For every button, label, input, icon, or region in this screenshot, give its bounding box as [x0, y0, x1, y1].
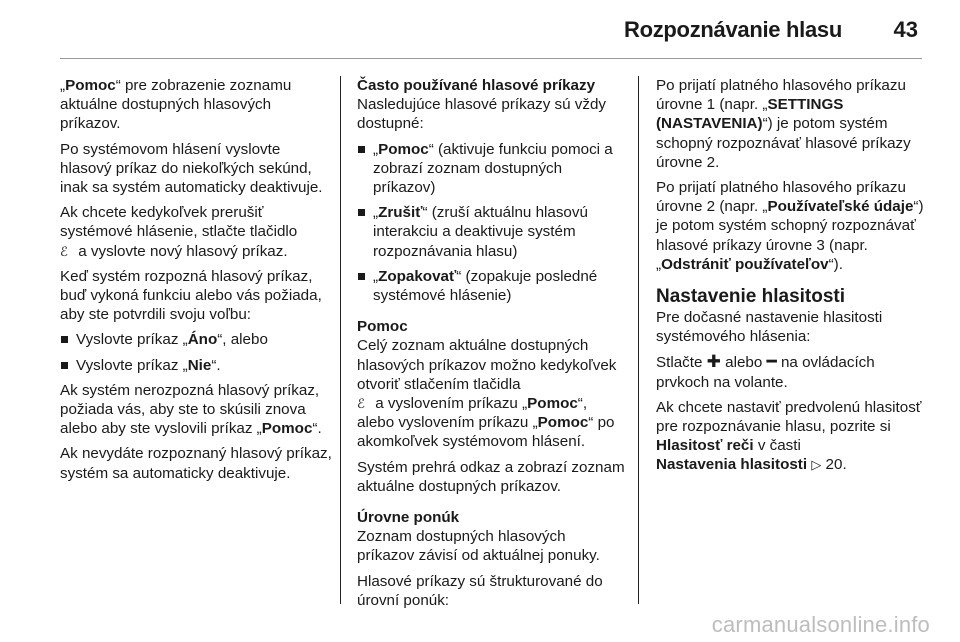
column-3: [656, 76, 928, 481]
minus-icon: ━: [766, 352, 777, 372]
list-item: Vyslovte príkaz „Áno“, alebo: [60, 330, 332, 349]
paragraph-not-recognized: Ak systém nerozpozná hlasový príkaz, požiada vás, aby ste to skúsili znova alebo aby ste vyslovili príkaz „Pomoc“.: [60, 381, 322, 438]
section-heading-pomoc: Pomoc: [357, 318, 408, 336]
bullet-icon: [358, 146, 365, 153]
column-divider-2: [638, 76, 639, 604]
bullet-icon: [358, 273, 365, 280]
command-pomoc: Pomoc: [65, 77, 116, 94]
column-2: [357, 76, 627, 616]
paragraph-interrupt: Ak chcete kedykoľvek prerušiť systémové hlásenie, stlačte tlačidlo ℰ a vyslovte nový hlasový príkaz.: [60, 204, 298, 260]
column-divider-1: [340, 76, 341, 604]
paragraph-timeout: Po systémovom hlásení vyslovte hlasový príkaz do niekoľkých sekúnd, inak sa systém automaticky deaktivuje.: [60, 140, 323, 197]
paragraph-level-1: Po prijatí platného hlasového príkazu úrovne 1 (napr. „SETTINGS (NASTAVENIA)“) je potom systém schopný rozpoznávať hlasové príkazy úrovne 2.: [656, 77, 911, 171]
confirm-list: [60, 330, 332, 374]
column-1: [60, 76, 332, 489]
list-item: „Zrušiť“ (zruší aktuálnu hlasovú interakciu a deaktivuje systém rozpoznávania hlasu): [357, 203, 627, 261]
page-header: [0, 0, 960, 58]
paragraph-temporary-volume: Pre dočasné nastavenie hlasitosti systémového hlásenia:: [656, 309, 883, 346]
bullet-icon: [61, 336, 68, 343]
paragraph-recognized: Keď systém rozpozná hlasový príkaz, buď vykoná funkciu alebo vás požiada, aby ste potvrdili svoju voľbu:: [60, 267, 322, 324]
frequent-commands-list: [357, 140, 627, 306]
page-number: 43: [893, 17, 918, 42]
page-reference-arrow-icon: ▷: [811, 457, 822, 473]
section-heading-menu-levels: Úrovne ponúk: [357, 509, 460, 527]
list-item: Vyslovte príkaz „Nie“.: [60, 356, 332, 375]
paragraph-press-buttons: Stlačte ✚ alebo ━ na ovládacích prvkoch na volante.: [656, 352, 875, 391]
bullet-icon: [358, 209, 365, 216]
list-item: „Zopakovať“ (zopakuje posledné systémové hlásenie): [357, 267, 627, 305]
voice-button-icon: ℰ: [357, 396, 365, 412]
paragraph-menu-dependent: Zoznam dostupných hlasových príkazov závisí od aktuálnej ponuky.: [357, 528, 600, 565]
paragraph-level-2: Po prijatí platného hlasového príkazu úrovne 2 (napr. „Používateľské údaje“) je potom systém schopný rozpoznávať hlasové príkazy úrovne 3 (napr. „Odstrániť používateľov“).: [656, 179, 924, 273]
plus-icon: ✚: [706, 352, 721, 372]
header-divider: [60, 58, 922, 59]
watermark: carmanualsonline.info: [711, 612, 930, 637]
section-heading-volume: Nastavenie hlasitosti: [656, 286, 846, 308]
paragraph-help-command: „Pomoc“ pre zobrazenie zoznamu aktuálne dostupných hlasových príkazov.: [60, 77, 292, 133]
section-heading-frequent: Často používané hlasové príkazy: [357, 77, 596, 94]
paragraph-help-list: Celý zoznam aktuálne dostupných hlasových príkazov možno kedykoľvek otvoriť stlačením tlačidla ℰ a vyslovením príkazu „Pomoc“, alebo vyslovením príkazu „Pomoc“ po akomkoľvek systémovom hlásení.: [357, 337, 617, 451]
list-item: „Pomoc“ (aktivuje funkciu pomoci a zobrazí zoznam dostupných príkazov): [357, 140, 627, 198]
paragraph-playback: Systém prehrá odkaz a zobrazí zoznam aktuálne dostupných príkazov.: [357, 458, 625, 495]
paragraph-deactivate: Ak nevydáte rozpoznaný hlasový príkaz, systém sa automaticky deaktivuje.: [60, 445, 332, 482]
bullet-icon: [61, 362, 68, 369]
paragraph-always-available: Nasledujúce hlasové príkazy sú vždy dostupné:: [357, 96, 607, 133]
paragraph-default-volume: Ak chcete nastaviť predvolenú hlasitosť pre rozpoznávanie hlasu, pozrite si Hlasitosť reči v časti Nastavenia hlasitosti ▷ 20.: [656, 398, 922, 474]
voice-button-icon: ℰ: [60, 243, 68, 259]
page-title: Rozpoznávanie hlasu: [623, 17, 842, 42]
paragraph-structure: Hlasové príkazy sú štrukturované do úrovní ponúk:: [357, 572, 603, 609]
